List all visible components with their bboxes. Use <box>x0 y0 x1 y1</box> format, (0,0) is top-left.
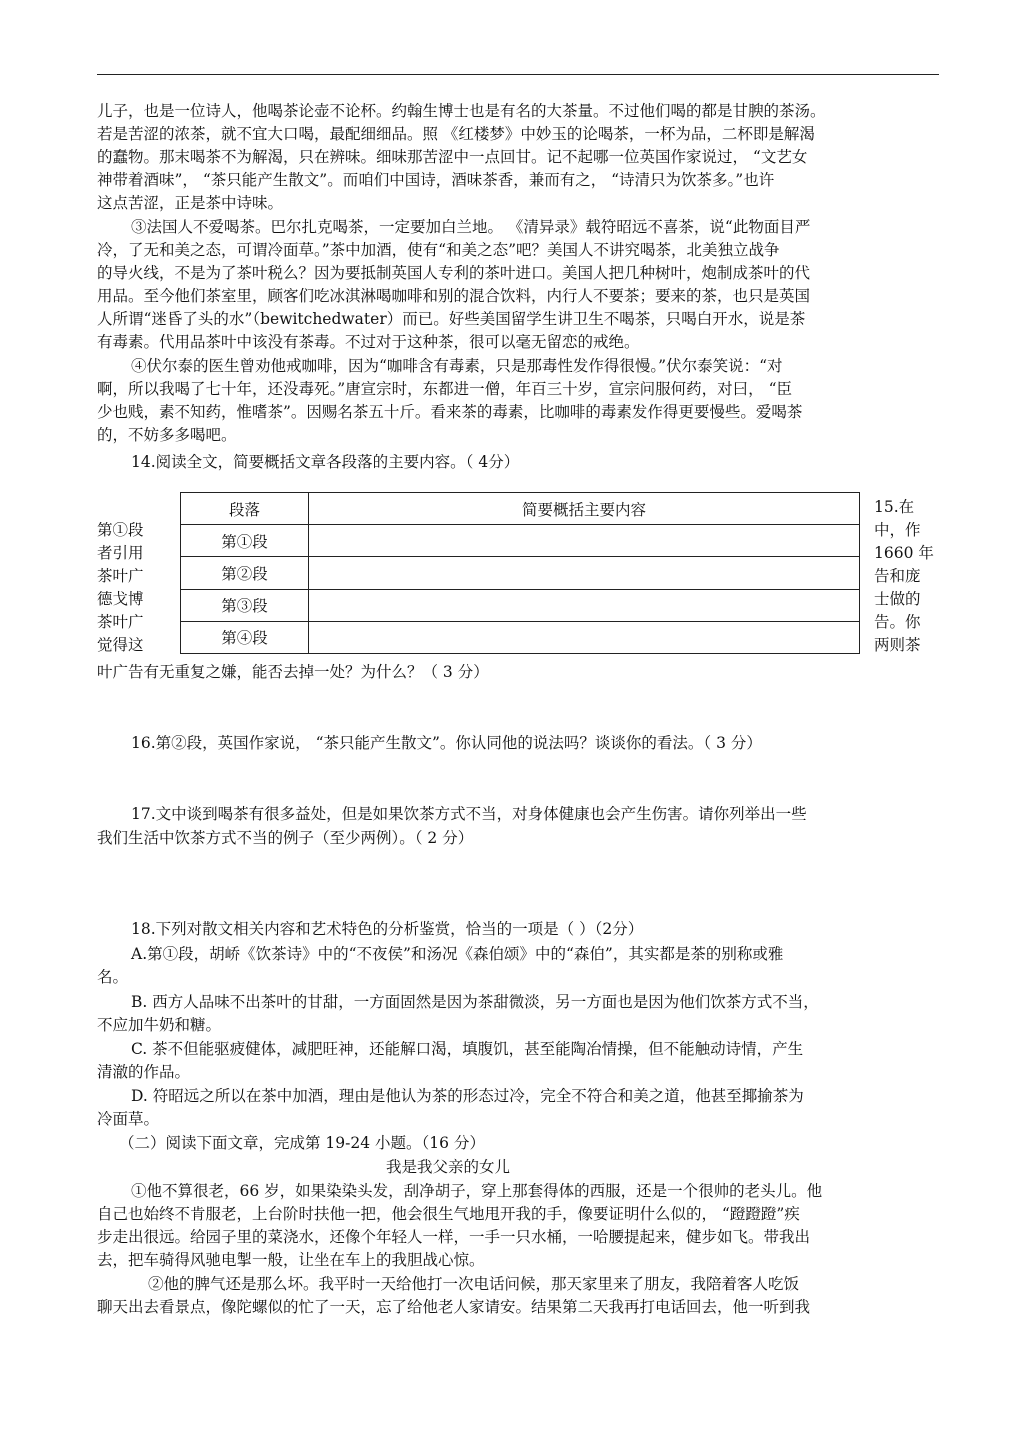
q15-right-fragment: 1660 年 <box>874 544 934 562</box>
passage-line: 这点苦涩，正是茶中诗味。 <box>97 194 284 212</box>
q15-left-fragment: 德戈博 <box>97 590 144 608</box>
passage-line: 自己也始终不肯服老，上台阶时扶他一把，他会很生气地甩开我的手，像要证明什么似的， “蹬蹬蹬”疾 <box>97 1205 800 1223</box>
q15-left-fragment: 觉得这 <box>97 636 144 654</box>
table-header-paragraph: 段落 <box>181 493 309 525</box>
passage-line: 有毒素。代用品茶叶中该没有茶毒。不过对于这种茶，很可以毫无留恋的戒绝。 <box>97 333 640 351</box>
question-14: 14.阅读全文，简要概括文章各段落的主要内容。（ 4分） <box>131 453 520 471</box>
passage-line: 少也贱，素不知药，惟嗜茶”。因赐名茶五十斤。看来茶的毒素，比咖啡的毒素发作得更要慢些。爱喝茶 <box>97 403 803 421</box>
question-16: 16.第②段，英国作家说， “茶只能产生散文”。你认同他的说法吗？谈谈你的看法。（ 3 分） <box>131 734 762 752</box>
table-row <box>181 525 860 557</box>
answer-cell[interactable] <box>309 525 860 557</box>
passage-line: 的导火线，不是为了茶叶税么？因为要抵制英国人专利的茶叶进口。美国人把几种树叶，炮制成茶叶的代 <box>97 264 811 282</box>
option-c: C. 茶不但能驱疲健体，减肥旺神，还能解口渴，填腹饥，甚至能陶冶情操，但不能触动诗情，产生 <box>131 1040 804 1058</box>
article-title: 我是我父亲的女儿 <box>386 1158 511 1176</box>
q15-left-fragment: 者引用 <box>97 544 144 562</box>
q15-right-fragment: 告。你 <box>874 613 921 631</box>
passage-line: 的，不妨多多喝吧。 <box>97 426 237 444</box>
passage-line: ①他不算很老，66 岁，如果染染头发，刮净胡子，穿上那套得体的西服，还是一个很帅的老头儿。他 <box>131 1182 823 1200</box>
table-row <box>181 589 860 621</box>
table-row-label: 第④段 <box>181 621 309 653</box>
option-a: A.第①段，胡峤《饮茶诗》中的“不夜侯”和汤况《森伯颂》中的“森伯”，其实都是茶的别称或雅 <box>131 945 784 963</box>
passage-line: 人所谓“迷昏了头的水”（bewitchedwater）而已。好些美国留学生讲卫生不喝茶，只喝白开水，说是茶 <box>97 310 806 328</box>
table-row-label: 第③段 <box>181 589 309 621</box>
passage-line: 神带着酒味”， “茶只能产生散文”。而咱们中国诗，酒味茶香，兼而有之， “诗清只为饮茶多。”也许 <box>97 171 775 189</box>
table-row-label: 第②段 <box>181 557 309 589</box>
table-row <box>181 621 860 653</box>
option-d: D. 符昭远之所以在茶中加酒，理由是他认为茶的形态过冷，完全不符合和美之道，他甚至揶揄茶为 <box>131 1087 804 1105</box>
passage-line: 啊，所以我喝了七十年，还没毒死。”唐宣宗时，东都进一僧，年百三十岁，宣宗问服何药，对曰， “臣 <box>97 380 793 398</box>
passage-line: ③法国人不爱喝茶。巴尔扎克喝茶，一定要加白兰地。 《清异录》载符昭远不喜茶，说“此物面目严 <box>131 218 811 236</box>
question-18-stem: 18.下列对散文相关内容和艺术特色的分析鉴赏，恰当的一项是（ ）（2分） <box>131 920 644 938</box>
header-rule <box>97 74 939 75</box>
option-a-cont: 名。 <box>97 968 129 986</box>
summary-table <box>180 492 860 654</box>
passage-line: 步走出很远。给园子里的菜浇水，还像个年轻人一样，一手一只水桶，一哈腰提起来，健步如飞。带我出 <box>97 1228 811 1246</box>
passage-line: 用品。至今他们茶室里，顾客们吃冰淇淋喝咖啡和别的混合饮料，内行人不要茶；要来的茶，也只是英国 <box>97 287 811 305</box>
q15-right-fragment: 士做的 <box>874 590 921 608</box>
q15-right-fragment: 告和庞 <box>874 567 921 585</box>
passage-line: ②他的脾气还是那么坏。我平时一天给他打一次电话问候，那天家里来了朋友，我陪着客人吃饭 <box>148 1275 800 1293</box>
passage-line: ④伏尔泰的医生曾劝他戒咖啡，因为“咖啡含有毒素，只是那毒性发作得很慢。”伏尔泰笑说：“对 <box>131 357 783 375</box>
question-17-line: 17.文中谈到喝茶有很多益处，但是如果饮茶方式不当，对身体健康也会产生伤害。请你列举出一些 <box>131 805 807 823</box>
answer-cell[interactable] <box>309 621 860 653</box>
option-c-cont: 清澈的作品。 <box>97 1063 191 1081</box>
q15-left-fragment: 茶叶广 <box>97 613 144 631</box>
option-d-cont: 冷面草。 <box>97 1110 160 1128</box>
option-b-cont: 不应加牛奶和糖。 <box>97 1016 222 1034</box>
option-b: B. 西方人品味不出茶叶的甘甜，一方面固然是因为茶甜微淡，另一方面也是因为他们饮茶方式不当， <box>131 993 819 1011</box>
passage-line: 去，把车骑得风驰电掣一般，让坐在车上的我胆战心惊。 <box>97 1251 485 1269</box>
passage-line: 儿子，也是一位诗人，他喝茶论壶不论杯。约翰生博士也是有名的大茶量。不过他们喝的都是甘腴的茶汤。 <box>97 102 826 120</box>
answer-cell[interactable] <box>309 589 860 621</box>
section-heading: （二）阅读下面文章，完成第 19-24 小题。（16 分） <box>119 1134 485 1152</box>
q15-right-fragment: 15.在 <box>874 498 915 516</box>
table-header-summary: 简要概括主要内容 <box>309 493 860 525</box>
q15-right-fragment: 中，作 <box>874 521 921 539</box>
question-15-tail: 叶广告有无重复之嫌，能否去掉一处？为什么？（ 3 分） <box>97 663 489 681</box>
q15-left-fragment: 第①段 <box>97 521 144 539</box>
q15-left-fragment: 茶叶广 <box>97 567 144 585</box>
question-17-line: 我们生活中饮茶方式不当的例子（至少两例）。（ 2 分） <box>97 829 474 847</box>
answer-cell[interactable] <box>309 557 860 589</box>
passage-line: 聊天出去看景点，像陀螺似的忙了一天，忘了给他老人家请安。结果第二天我再打电话回去，他一听到我 <box>97 1298 811 1316</box>
passage-line: 冷，了无和美之态，可谓冷面草。”茶中加酒，使有“和美之态”吧？美国人不讲究喝茶，北美独立战争 <box>97 241 780 259</box>
passage-line: 的蠢物。那末喝茶不为解渴，只在辨味。细味那苦涩中一点回甘。记不起哪一位英国作家说过， “文艺女 <box>97 148 808 166</box>
table-row-label: 第①段 <box>181 525 309 557</box>
table-row <box>181 557 860 589</box>
q15-right-fragment: 两则茶 <box>874 636 921 654</box>
passage-line: 若是苦涩的浓茶，就不宜大口喝，最配细细品。照 《红楼梦》中妙玉的论喝茶，一杯为品，二杯即是解渴 <box>97 125 815 143</box>
